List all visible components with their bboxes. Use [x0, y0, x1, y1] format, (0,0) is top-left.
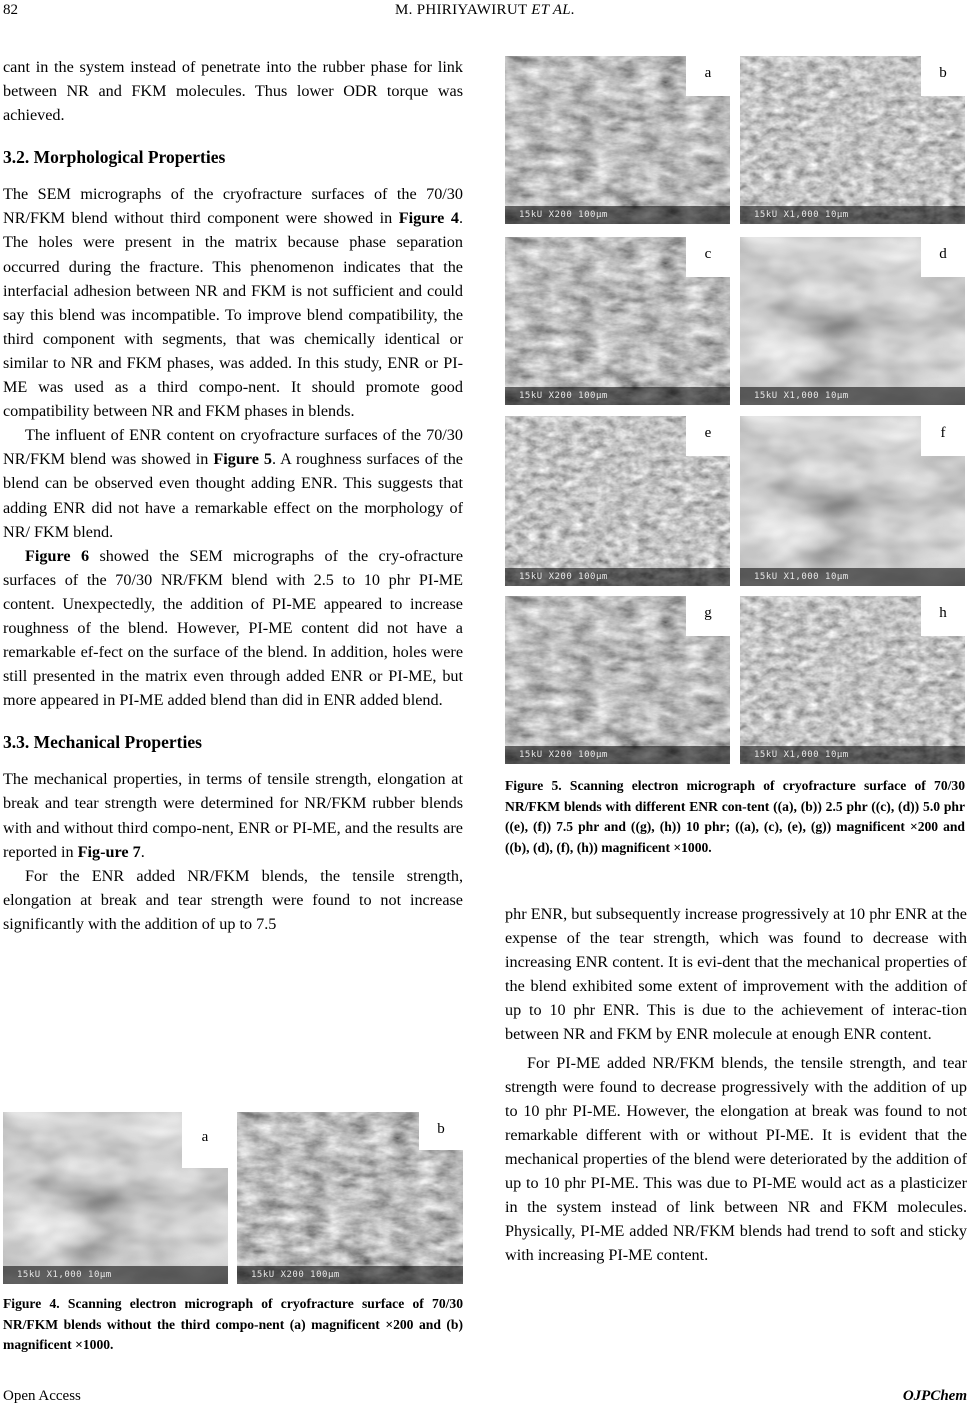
figure-6-ref[interactable]: Figure 6	[25, 546, 90, 565]
panel-label: g	[686, 596, 730, 636]
figure-5-panel-a	[505, 56, 730, 224]
footer-journal: OJPChem	[902, 1388, 967, 1404]
scale-bar: 15kU X200 100µm	[505, 387, 730, 405]
left-column	[3, 55, 463, 936]
figure-5-ref[interactable]: Figure 5	[213, 450, 273, 469]
scale-bar: 15kU X1,000 10µm	[740, 746, 965, 764]
figure-5-caption: Figure 5. Scanning electron micrograph of cryofracture surface of 70/30 NR/FKM blends with different ENR con-tent ((a), (b)) 2.5 phr ((c), (d)) 5.0 phr ((e), (f)) 7.5 phr and ((g), (h)) 10 phr; ((a), (c), (e), (g)) magnificent ×200 and ((b), (d), (f), (h)) magnificent ×1000.	[505, 778, 965, 855]
scale-bar: 15kU X200 100µm	[505, 568, 730, 586]
text-run: The influent of ENR content on cryofracture surfaces of the 70/30 NR/FKM blend was showed in	[3, 426, 463, 469]
scale-bar: 15kU X1,000 10µm	[740, 206, 965, 224]
paragraph-morphology-3	[3, 544, 463, 713]
section-heading-mechanical: 3.3. Mechanical Properties	[3, 732, 202, 753]
figure-4-ref[interactable]: Figure 4	[398, 209, 459, 228]
panel-label: b	[921, 56, 965, 96]
paragraph-morphology-1	[3, 182, 463, 423]
panel-label: a	[182, 1112, 228, 1168]
scale-bar: 15kU X1,000 10µm	[740, 568, 965, 586]
figure-5-panel-b	[740, 56, 965, 224]
scale-bar: 15kU X200 100µm	[505, 206, 730, 224]
figure-5	[505, 56, 965, 764]
text-run: The mechanical properties, in terms of tensile strength, elongation at break and tear strength were determined for NR/FKM rubber blends with and without third compo-nent, ENR or PI-ME, and the results are reported in	[3, 770, 463, 861]
panel-label: a	[686, 56, 730, 96]
page-number: 82	[3, 2, 18, 18]
scale-bar: 15kU X200 100µm	[505, 746, 730, 764]
figure-7-ref[interactable]: Fig-ure 7	[77, 842, 141, 861]
scale-bar: 15kU X1,000 10µm	[3, 1266, 228, 1284]
text-run: . The holes were present in the matrix because phase separation occurred during the fracture. This phenomenon indicates that the interfacial adhesion between NR and FKM is not sufficient and could say this blend was incompatible. To improve blend compatibility, the third component with segments, that was chemically identical or similar to NR and FKM phases, was added. In this study, ENR or PI-ME was used as a third compo-nent. It should promote good compatibility between NR and FKM phases in blends.	[3, 209, 463, 421]
footer-open-access: Open Access	[3, 1388, 81, 1404]
scale-bar: 15kU X1,000 10µm	[740, 387, 965, 405]
figure-5-panel-d	[740, 237, 965, 405]
panel-label: b	[419, 1112, 463, 1150]
paragraph-mechanical-4: For PI-ME added NR/FKM blends, the tensile strength, and tear strength were found to decrease progressively with the addition of up to 10 phr PI-ME. However, the elongation at break was found to not remarkable different with or without PI-ME. It is evident that the mechanical properties of the blend were deteriorated by the addition of up to 10 phr PI-ME. This was due to PI-ME would act as a plasticizer in the system instead of link between NR and FKM molecules. Physically, PI-ME added NR/FKM blends had trend to soft and sticky with increasing PI-ME content.	[505, 1053, 967, 1265]
figure-5-panel-e	[505, 416, 730, 586]
paragraph-continuation: cant in the system instead of penetrate into the rubber phase for link between NR and FKM molecules. Thus lower ODR torque was achieved.	[3, 58, 463, 125]
right-column	[505, 902, 967, 1267]
figure-5-panel-g	[505, 596, 730, 764]
panel-label: c	[686, 237, 730, 277]
scale-bar: 15kU X200 100µm	[237, 1266, 463, 1284]
figure-5-panel-c	[505, 237, 730, 405]
figure-5-panel-h	[740, 596, 965, 764]
page-footer	[0, 1388, 970, 1412]
text-run: showed the SEM micrographs of the cry-ofracture surfaces of the 70/30 NR/FKM blend with 2.5 to 10 phr PI-ME content. Unexpectedly, the addition of PI-ME appeared to increase roughness of the blend. However, PI-ME content did not have a remarkable ef-fect on the surface of the blend. In addition, holes were still presented in the matrix even through added ENR or PI-ME, but more appeared in PI-ME added blend than did in ENR added blend.	[3, 546, 463, 710]
figure-5-panel-f	[740, 416, 965, 586]
panel-label: e	[686, 416, 730, 456]
figure-4-panel-b	[237, 1112, 463, 1284]
paragraph-mechanical-3: phr ENR, but subsequently increase progressively at 10 phr ENR at the expense of the tear strength, which was found to decrease with increasing ENR content. It is evi-dent that the mechanical properties of the blend exhibited some extent of improvement with the addition of up to 10 phr ENR. This is due to the achievement of interac-tion between NR and FKM by ENR molecule at enough ENR content.	[505, 905, 967, 1044]
text-run: The SEM micrographs of the cryofracture surfaces of the 70/30 NR/FKM blend without third component were showed in	[3, 185, 463, 228]
paragraph-mechanical-1	[3, 767, 463, 863]
section-heading-morphological: 3.2. Morphological Properties	[3, 147, 226, 168]
figure-4-caption: Figure 4. Scanning electron micrograph of cryofracture surface of 70/30 NR/FKM blends without the third compo-nent (a) magnificent ×200 and (b) magnificent ×1000.	[3, 1296, 463, 1353]
figure-4-panel-a	[3, 1112, 228, 1284]
paragraph-morphology-2	[3, 423, 463, 543]
page-header	[0, 0, 970, 30]
text-run: . A roughness surfaces of the blend can be observed even thought adding ENR. This suggests that adding ENR did not have a remarkable effect on the morphology of NR/ FKM blend.	[3, 450, 463, 541]
running-head-etal: ET AL.	[531, 2, 576, 18]
figure-4	[3, 1112, 463, 1284]
text-run: .	[140, 842, 145, 861]
panel-label: d	[921, 237, 965, 277]
paragraph-mechanical-2: For the ENR added NR/FKM blends, the tensile strength, elongation at break and tear strength were found to not increase significantly with the addition of up to 7.5	[3, 866, 463, 933]
running-head-author: M. PHIRIYAWIRUT	[394, 2, 528, 18]
panel-label: f	[921, 416, 965, 456]
panel-label: h	[921, 596, 965, 636]
running-head	[0, 2, 970, 19]
